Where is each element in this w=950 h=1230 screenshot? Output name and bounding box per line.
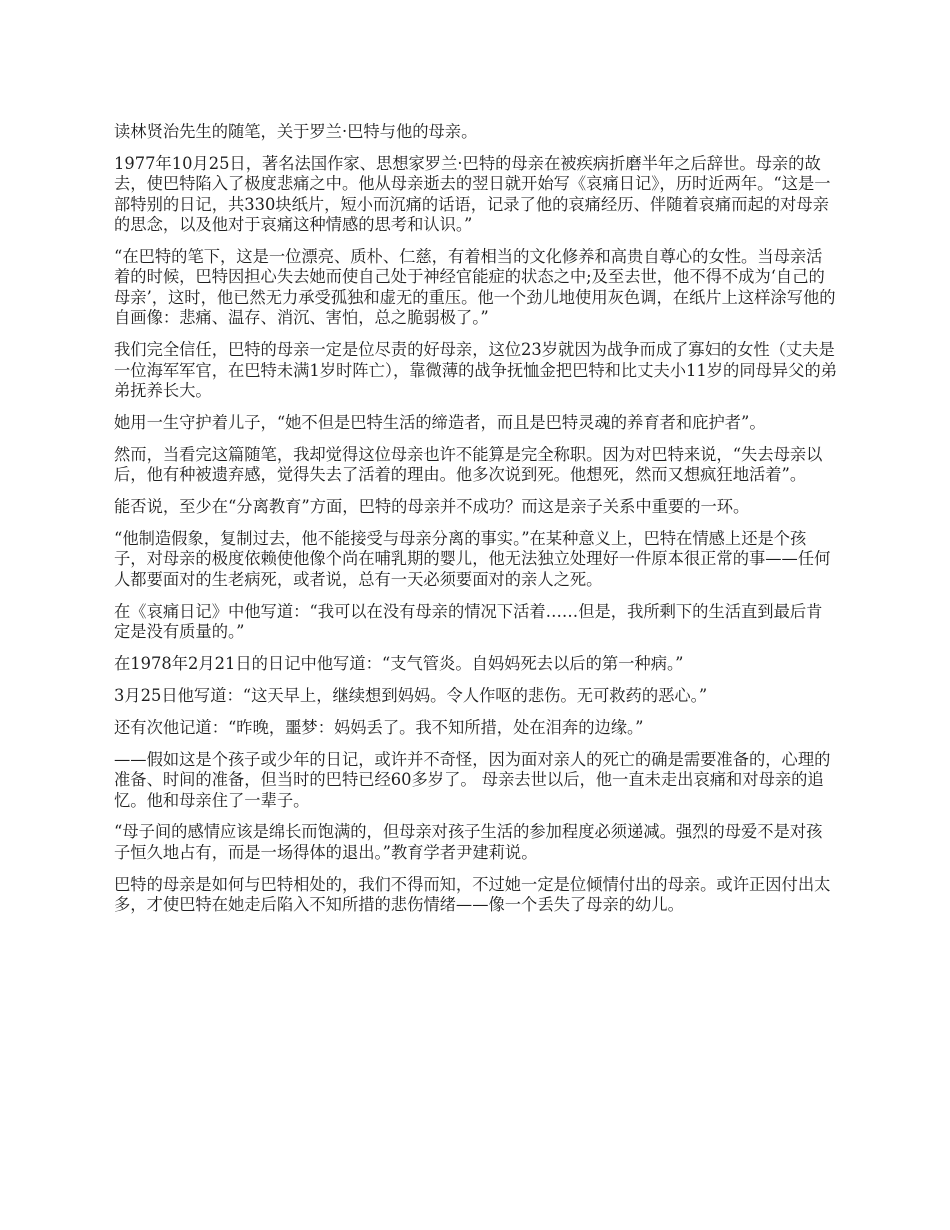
paragraph-diary-quote-1: 在《哀痛日记》中他写道：“我可以在没有母亲的情况下活着……但是，我所剩下的生活直到最后肯定是没有质量的。” <box>114 601 823 642</box>
paragraph-conclusion: 巴特的母亲是如何与巴特相处的，我们不得而知，不过她一定是位倾情付出的母亲。或许正因付出太多，才使巴特在她走后陷入不知所措的悲伤情绪——像一个丢失了母亲的幼儿。 <box>114 874 831 915</box>
paragraph-intro: 读林贤治先生的随笔，关于罗兰·巴特与他的母亲。 <box>114 122 478 141</box>
article-body <box>114 122 838 927</box>
paragraph-not-qualified: 然而，当看完这篇随笔，我却觉得这位母亲也许不能算是完全称职。因为对巴特来说，“失去母亲以后，他有种被遗弃感，觉得失去了活着的理由。他多次说到死。他想死，然而又想疯狂地活着”。 <box>114 444 823 485</box>
paragraph-expert-quote: “母子间的感情应该是绵长而饱满的，但母亲对孩子生活的参加程度必须递减。强烈的母爱不是对孩子恒久地占有，而是一场得体的退出。”教育学者尹建莉说。 <box>114 822 823 862</box>
paragraph-diary-quote-2: 在1978年2月21日的日记中他写道：“支气管炎。自妈妈死去以后的第一种病。” <box>114 654 684 674</box>
paragraph-separation-education: 能否说，至少在“分离教育”方面，巴特的母亲并不成功？而这是亲子关系中重要的一环。 <box>114 497 750 517</box>
paragraph-guardian: 她用一生守护着儿子，“她不但是巴特生活的缔造者，而且是巴特灵魂的养育者和庇护者”。 <box>114 412 766 432</box>
paragraph-mother-portrait: “在巴特的笔下，这是一位漂亮、质朴、仁慈，有着相当的文化修养和高贵自尊心的女性。当母亲活着的时候，巴特因担心失去她而使自己处于神经官能症的状态之中;及至去世，他不得不成为‘自己的母亲’，这时，他已然无力承受孤独和虚无的重压。他一个劲儿地使用灰色调，在纸片上这样涂写他的自画像：悲痛、温存、消沉、害怕，总之脆弱极了。” <box>114 247 836 328</box>
paragraph-diary-quote-4: 还有次他记道：“昨晚，噩梦：妈妈丢了。我不知所措，处在泪奔的边缘。” <box>114 717 644 737</box>
paragraph-diary-origin: 1977年10月25日，著名法国作家、思想家罗兰·巴特的母亲在被疾病折磨半年之后辞世。母亲的故去，使巴特陷入了极度悲痛之中。他从母亲逝去的翌日就开始写《哀痛日记》，历时近两年。“这是一部特别的日记，共330块纸片，短小而沉痛的话语，记录了他的哀痛经历、伴随着哀痛而起的对母亲的思念，以及他对于哀痛这种情感的思考和认识。” <box>114 153 831 235</box>
paragraph-diary-quote-3: 3月25日他写道：“这天早上，继续想到妈妈。令人作呕的悲伤。无可救药的恶心。” <box>114 685 708 705</box>
paragraph-reflection: ——假如这是个孩子或少年的日记，或许并不奇怪，因为面对亲人的死亡的确是需要准备的，心理的准备、时间的准备，但当时的巴特已经60多岁了。 母亲去世以后，他一直未走出哀痛和对母亲的追忆。他和母亲住了一辈子。 <box>114 749 831 810</box>
paragraph-still-a-child: “他制造假象，复制过去，他不能接受与母亲分离的事实。”在某种意义上，巴特在情感上还是个孩子，对母亲的极度依赖使他像个尚在哺乳期的婴儿，他无法独立处理好一件原本很正常的事——任何人都要面对的生老病死，或者说，总有一天必须要面对的亲人之死。 <box>114 529 831 589</box>
paragraph-good-mother: 我们完全信任，巴特的母亲一定是位尽责的好母亲，这位23岁就因为战争而成了寡妇的女性（丈夫是一位海军军官，在巴特未满1岁时阵亡），靠微薄的战争抚恤金把巴特和比丈夫小11岁的同母异父的弟弟抚养长大。 <box>114 340 838 400</box>
